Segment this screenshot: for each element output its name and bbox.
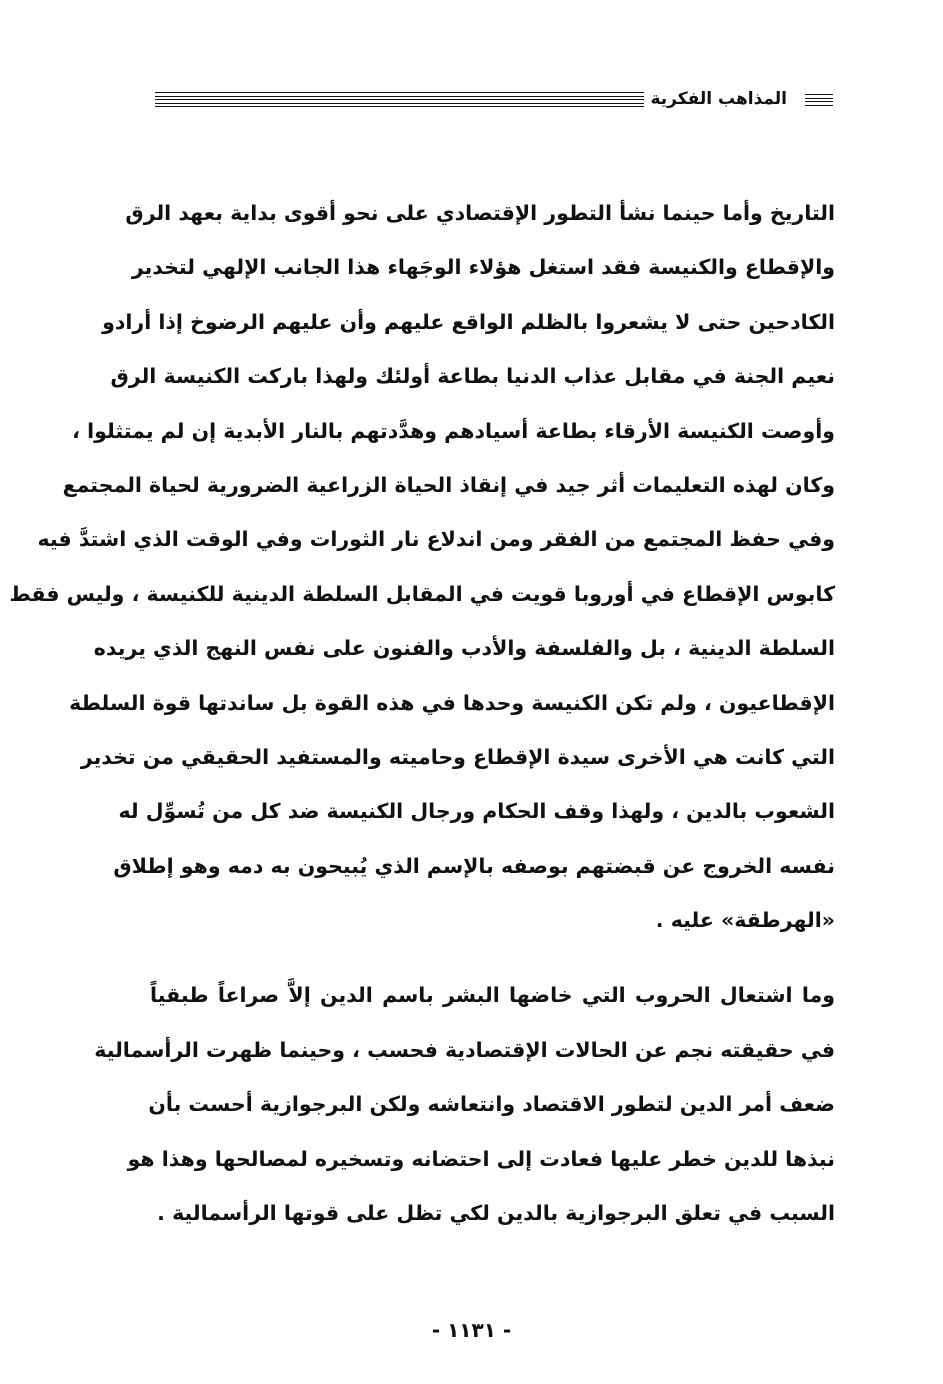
text-line: ضعف أمر الدين لتطور الاقتصاد وانتعاشه ولكن البرجوازية أحست بأن — [148, 1092, 835, 1117]
text-line: وأوصت الكنيسة الأرقاء بطاعة أسيادهم وهدَّدتهم بالنار الأبدية إن لم يمتثلوا ، — [72, 418, 835, 443]
text-line: التي كانت هي الأخرى سيدة الإقطاع وحاميته والمستفيد الحقيقي من تخدير — [80, 744, 835, 769]
text-line: نفسه الخروج عن قبضتهم بوصفه بالإسم الذي يُبيحون به دمه وهو إطلاق — [113, 853, 835, 878]
running-header — [155, 88, 833, 116]
header-rule-lines — [155, 92, 675, 110]
text-line: وكان لهذه التعليمات أثر جيد في إنقاذ الحياة الزراعية الضرورية لحياة المجتمع — [62, 472, 835, 497]
text-line: السبب في تعلق البرجوازية بالدين لكي تظل على قوتها الرأسمالية . — [157, 1201, 835, 1226]
text-line: نعيم الجنة في مقابل عذاب الدنيا بطاعة أولئك ولهذا باركت الكنيسة الرق — [110, 364, 835, 389]
text-line: التاريخ وأما حينما نشأ التطور الإقتصادي على نحو أقوى بداية بعهد الرق — [125, 201, 835, 225]
page-number: - ١١٣١ - — [431, 1318, 512, 1342]
text-line: الكادحين حتى لا يشعروا بالظلم الواقع عليهم وأن عليهم الرضوخ إذا أرادو — [102, 309, 835, 334]
header-rule-marker — [805, 94, 833, 108]
text-line: نبذها للدين خطر عليها فعادت إلى احتضانه وتسخيره لمصالحها وهذا هو — [127, 1146, 835, 1171]
text-line: السلطة الدينية ، بل والفلسفة والأدب والفنون على نفس النهج الذي يريده — [93, 636, 835, 661]
text-line: الإقطاعيون ، ولم تكن الكنيسة وحدها في هذه القوة بل ساندتها قوة السلطة — [69, 690, 835, 715]
paragraph — [9, 186, 835, 947]
text-line: وما اشتعال الحروب التي خاضها البشر باسم الدين إلاَّ صراعاً طبقياً — [150, 983, 835, 1008]
text-line: كابوس الإقطاع في أوروبا قويت في المقابل السلطة الدينية للكنيسة ، وليس فقط — [9, 581, 835, 606]
body-text — [9, 186, 835, 1240]
text-line: «الهرطقة» عليه . — [655, 908, 835, 933]
paragraph — [94, 968, 835, 1240]
text-line: في حقيقته نجم عن الحالات الإقتصادية فحسب ، وحينما ظهرت الرأسمالية — [94, 1037, 835, 1062]
header-title: المذاهب الفكرية — [644, 89, 793, 109]
text-line: الشعوب بالدين ، ولهذا وقف الحكام ورجال الكنيسة ضد كل من تُسوِّل له — [118, 799, 835, 824]
text-line: وفي حفظ المجتمع من الفقر ومن اندلاع نار الثورات وفي الوقت الذي اشتدَّ فيه — [37, 527, 835, 552]
text-line: والإقطاع والكنيسة فقد استغل هؤلاء الوجَهاء هذا الجانب الإلهي لتخدير — [131, 255, 835, 280]
